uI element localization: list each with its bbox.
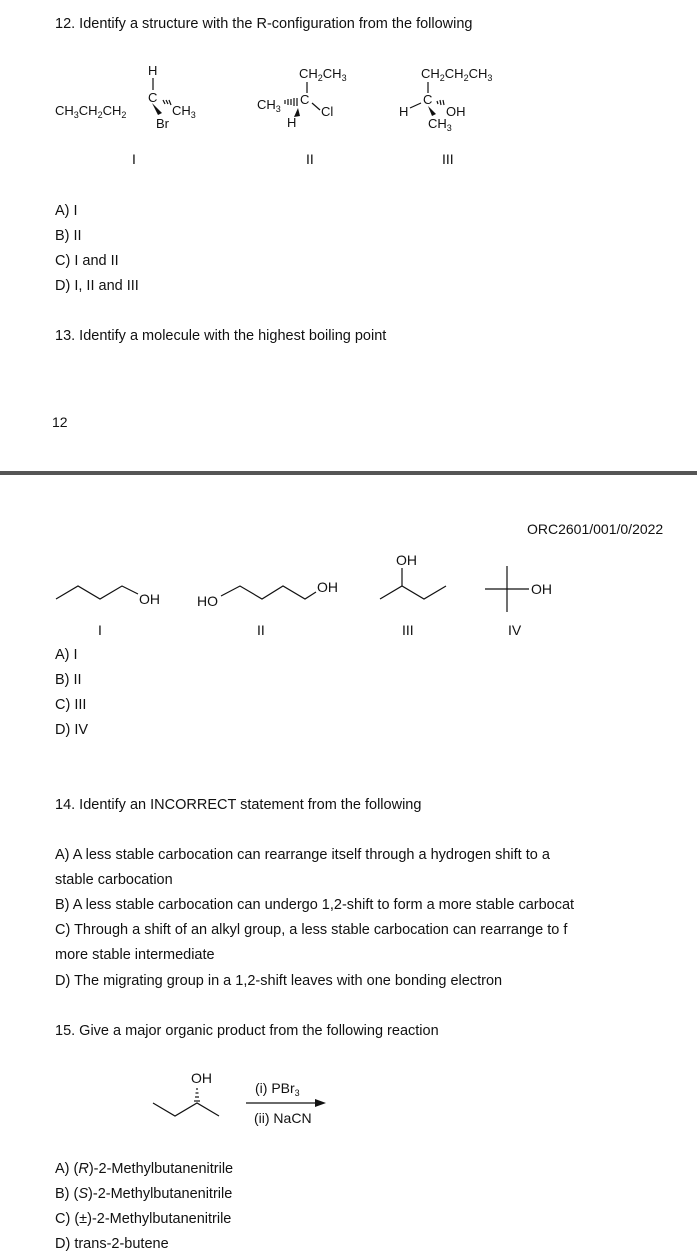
s2-top-group: $CH_2CH_3$: [299, 66, 347, 83]
q13-label-1: I: [98, 622, 102, 638]
s2-center-c: C: [300, 92, 310, 107]
question-14-text: 14. Identify an INCORRECT statement from the following: [55, 797, 422, 813]
q12-option-c[interactable]: C) I and II: [55, 253, 119, 269]
s2-left-group: $CH_3$: [257, 97, 281, 114]
q14-option-a-line1[interactable]: A) A less stable carbocation can rearrange itself through a hydrogen shift to a: [55, 847, 550, 863]
question-13-text: 13. Identify a molecule with the highest boiling point: [55, 328, 387, 344]
s2-bottom-h: H: [287, 115, 297, 130]
q13-option-d[interactable]: D) IV: [55, 722, 89, 738]
q14-option-c-line1[interactable]: C) Through a shift of an alkyl group, a less stable carbocation can rearrange to f: [55, 922, 568, 938]
q15-reagent-2: (ii) NaCN: [254, 1110, 312, 1126]
q14-option-c-line2[interactable]: more stable intermediate: [55, 947, 215, 963]
q12-option-b[interactable]: B) II: [55, 228, 82, 244]
s1-left-group: $CH_3CH_2CH_2$: [55, 103, 127, 120]
s3-right-oh: OH: [446, 104, 466, 119]
question-15-text: 15. Give a major organic product from the following reaction: [55, 1023, 439, 1039]
q15-oh: OH: [191, 1070, 212, 1086]
s2-right-cl: Cl: [321, 104, 334, 119]
header-code: ORC2601/001/0/2022: [527, 521, 664, 537]
s1-right-group: $CH_3$: [172, 103, 196, 120]
q13-label-3: III: [402, 622, 414, 638]
s1-top-h: H: [148, 63, 158, 78]
q13-option-b[interactable]: B) II: [55, 672, 82, 688]
s3-left-h: H: [399, 104, 409, 119]
q13-s3-oh: OH: [396, 552, 417, 568]
q15-reagent-1: (i) PBr$_3$: [255, 1080, 300, 1098]
q13-s2-ho: HO: [197, 593, 218, 609]
q13-s4-oh: OH: [531, 581, 552, 597]
q12-label-2: II: [306, 151, 314, 167]
q15-option-d[interactable]: D) trans-2-butene: [55, 1236, 169, 1252]
q12-label-3: III: [442, 151, 454, 167]
s3-bottom-group: $CH_3$: [428, 116, 452, 133]
s1-bottom-br: Br: [156, 116, 169, 131]
q15-option-a[interactable]: A) (R)-2-Methylbutanenitrile: [55, 1161, 234, 1177]
q12-option-d[interactable]: D) I, II and III: [55, 278, 139, 294]
q13-label-2: II: [257, 622, 265, 638]
q13-s1-oh: OH: [139, 591, 160, 607]
q14-option-b[interactable]: B) A less stable carbocation can undergo 1,2-shift to form a more stable carbocat: [55, 897, 575, 913]
q13-option-c[interactable]: C) III: [55, 697, 87, 713]
q15-option-c[interactable]: C) (±)-2-Methylbutanenitrile: [55, 1211, 232, 1227]
q15-option-b[interactable]: B) (S)-2-Methylbutanenitrile: [55, 1186, 233, 1202]
q13-label-4: IV: [508, 622, 522, 638]
s3-center-c: C: [423, 92, 433, 107]
q12-label-1: I: [132, 151, 136, 167]
q14-option-a-line2[interactable]: stable carbocation: [55, 872, 173, 888]
q14-option-d[interactable]: D) The migrating group in a 1,2-shift leaves with one bonding electron: [55, 973, 503, 989]
s1-center-c: C: [148, 90, 158, 105]
q12-option-a[interactable]: A) I: [55, 203, 78, 219]
question-12-text: 12. Identify a structure with the R-configuration from the following: [55, 16, 473, 32]
page-number: 12: [52, 414, 68, 430]
q13-option-a[interactable]: A) I: [55, 647, 78, 663]
q13-s2-oh: OH: [317, 579, 338, 595]
s3-top-group: $CH_2CH_2CH_3$: [421, 66, 493, 83]
